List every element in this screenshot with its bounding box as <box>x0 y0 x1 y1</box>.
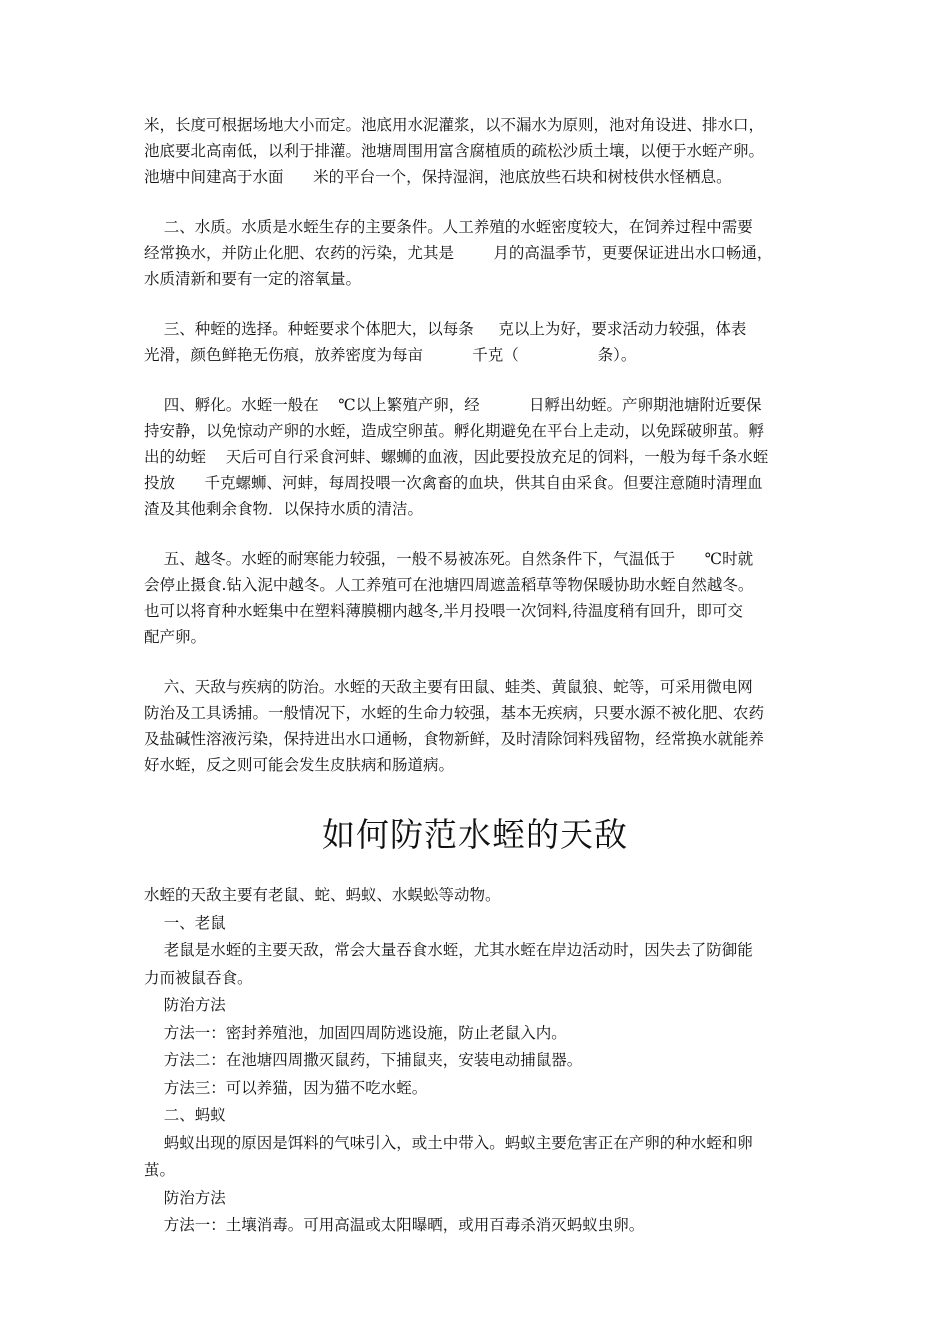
section-two <box>144 882 812 1240</box>
subheading-prevention: 防治方法 <box>144 996 226 1014</box>
text-line: 防治及工具诱捕。一般情况下，水蛭的生命力较强，基本无疾病，只要水源不被化肥、农药 <box>144 704 765 722</box>
text-line: 茧。 <box>144 1161 176 1179</box>
text-line: 配产卵。 <box>144 628 207 646</box>
text-line: 方法一：土壤消毒。可用高温或太阳曝晒，或用百毒杀消灭蚂蚁虫卵。 <box>144 1216 645 1234</box>
text-line: 方法二：在池塘四周撒灭鼠药，下捕鼠夹，安装电动捕鼠器。 <box>144 1051 583 1069</box>
text-line: 好水蛭，反之则可能会发生皮肤病和肠道病。 <box>144 756 455 774</box>
text-line: 四、孵化。水蛭一般在 ℃以上繁殖产卵，经 日孵出幼蛭。产卵期池塘附近要保 <box>144 396 762 414</box>
paragraph-water-quality <box>144 214 812 292</box>
text-line: 老鼠是水蛭的主要天敌，常会大量吞食水蛭，尤其水蛭在岸边活动时，因失去了防御能 <box>144 941 753 959</box>
text-line: 及盐碱性溶液污染，保持进出水口通畅，食物新鲜，及时清除饲料残留物，经常换水就能养 <box>144 730 765 748</box>
text-line: 蚂蚁出现的原因是饵料的气味引入，或土中带入。蚂蚁主要危害正在产卵的种水蛭和卵 <box>144 1133 753 1152</box>
section-one <box>144 112 812 802</box>
text-line: 池塘中间建高于水面 米的平台一个，保持湿润，池底放些石块和树枝供水怪栖息。 <box>144 168 732 186</box>
text-line: 会停止摄食.钻入泥中越冬。人工养殖可在池塘四周遮盖稻草等物保暖协助水蛭自然越冬。 <box>144 576 754 594</box>
text-line: 方法三：可以养猫，因为猫不吃水蛭。 <box>144 1078 428 1097</box>
paragraph-enemies-disease <box>144 674 812 778</box>
text-line: 出的幼蛭 天后可自行采食河蚌、螺蛳的血液，因此要投放充足的饲料，一般为每千条水蛭 <box>144 448 769 466</box>
subheading-rats: 一、老鼠 <box>144 913 226 932</box>
text-line: 也可以将育种水蛭集中在塑料薄膜棚内越冬,半月投喂一次饲料,待温度稍有回升，即可交 <box>144 602 743 620</box>
paragraph-breeder-selection <box>144 316 812 368</box>
text-line: 投放 千克螺蛳、河蚌，每周投喂一次禽畜的血块，供其自由采食。但要注意随时清理血 <box>144 474 763 492</box>
text-line: 持安静，以免惊动产卵的水蛭，造成空卵茧。孵化期避免在平台上走动，以免踩破卵茧。孵 <box>144 422 765 440</box>
text-line: 水蛭的天敌主要有老鼠、蛇、蚂蚁、水蜈蚣等动物。 <box>144 886 501 904</box>
text-line: 五、越冬。水蛭的耐寒能力较强，一般不易被冻死。自然条件下，气温低于 ℃时就 <box>144 550 754 568</box>
text-line: 米，长度可根据场地大小而定。池底用水泥灌浆，以不漏水为原则，池对角设进、排水口， <box>144 116 765 134</box>
subheading-prevention: 防治方法 <box>144 1188 226 1207</box>
text-line: 力而被鼠吞食。 <box>144 968 253 987</box>
paragraph-pond <box>144 112 812 190</box>
text-line: 渣及其他剩余食物．以保持水质的清洁。 <box>144 500 424 518</box>
text-line: 光滑，颜色鲜艳无伤痕，放养密度为每亩 千克（ 条）。 <box>144 346 637 364</box>
subheading-ants: 二、蚂蚁 <box>144 1106 226 1124</box>
text-line: 六、天敌与疾病的防治。水蛭的天敌主要有田鼠、蛙类、黄鼠狼、蛇等，可采用微电网 <box>144 678 753 696</box>
paragraph-hatching <box>144 392 812 522</box>
text-line: 水质清新和要有一定的溶氧量。 <box>144 270 362 288</box>
section-title: 如何防范水蛭的天敌 <box>322 815 628 854</box>
text-line: 池底要北高南低，以利于排灌。池塘周围用富含腐植质的疏松沙质土壤，以便于水蛭产卵。 <box>144 142 765 160</box>
text-line: 三、种蛭的选择。种蛭要求个体肥大，以每条 克以上为好，要求活动力较强，体表 <box>144 320 747 338</box>
paragraph-overwintering <box>144 546 812 650</box>
text-line: 二、水质。水质是水蛭生存的主要条件。人工养殖的水蛭密度较大，在饲养过程中需要 <box>144 218 753 236</box>
text-line: 方法一：密封养殖池，加固四周防逃设施，防止老鼠入内。 <box>144 1023 567 1042</box>
text-line: 经常换水，并防止化肥、农药的污染，尤其是 月的高温季节，更要保证进出水口畅通， <box>144 244 773 262</box>
